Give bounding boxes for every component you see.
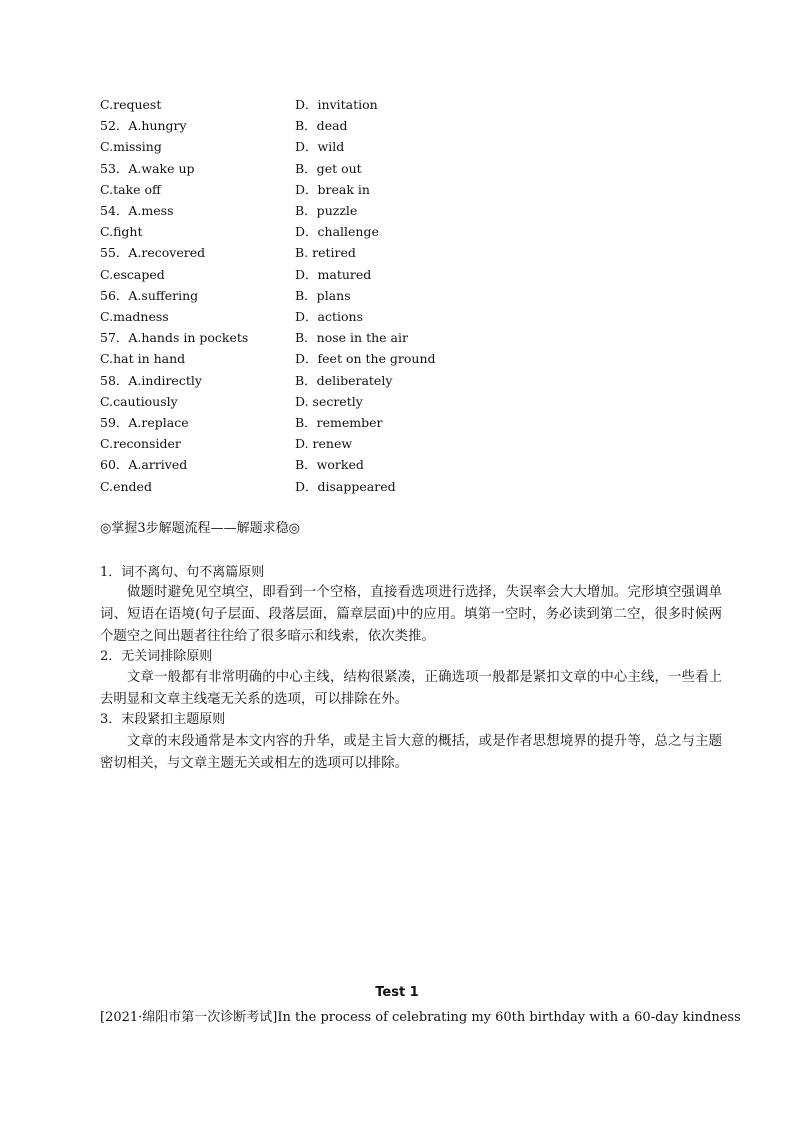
option-right: D．actions (295, 309, 363, 324)
option-row (100, 201, 700, 221)
option-row (100, 222, 700, 242)
option-right: D. renew (295, 436, 353, 452)
option-right: B．dead (295, 118, 348, 134)
option-right: B．worked (295, 457, 364, 473)
option-right: D. secretly (295, 393, 363, 409)
option-left: C.cautiously (100, 393, 178, 409)
option-right: D．break in (295, 181, 370, 197)
option-right: B. retired (295, 245, 356, 261)
option-right: D．matured (295, 266, 372, 282)
option-right: D．disappeared (295, 478, 396, 494)
option-row (100, 349, 700, 369)
rule-body-1: 做题时避免见空填空，即看到一个空格，直接看选项进行选择，失误率会大大增加。完形填空强调单词、短语在语境(句子层面、段落层面，篇章层面)中的应用。填第一空时，务必读到第二空，很多时候两个题空之间出题者往往给了很多暗示和线索，依次类推。 (100, 585, 722, 644)
option-left: C.escaped (100, 266, 165, 282)
option-left: 55．A.recovered (100, 245, 206, 261)
option-row (100, 413, 700, 433)
option-row (100, 392, 700, 412)
rule-title-1: 1．词不离句、句不离篇原则 (100, 565, 265, 580)
option-row (100, 286, 700, 306)
option-left: C.fight (100, 224, 143, 240)
option-left: C.madness (100, 309, 169, 324)
option-right: D．wild (295, 139, 345, 155)
option-right: B．nose in the air (295, 330, 408, 346)
option-row (100, 137, 700, 157)
option-row (100, 180, 700, 200)
option-row (100, 477, 700, 497)
option-right: D．challenge (295, 224, 379, 240)
option-left: C.reconsider (100, 436, 181, 452)
option-row (100, 371, 700, 391)
option-row (100, 455, 700, 475)
option-right: D．invitation (295, 97, 378, 112)
option-left: 53．A.wake up (100, 160, 195, 176)
option-right: B．remember (295, 415, 383, 430)
option-row (100, 434, 700, 454)
option-right: D．feet on the ground (295, 351, 436, 367)
test-text: In the process of celebrating my 60th birthday with a 60-day kindness (277, 1010, 741, 1025)
test-source: [2021·绵阳市第一次诊断考试] (100, 1010, 278, 1025)
option-left: 56．A.suffering (100, 287, 199, 303)
option-row (100, 307, 700, 327)
option-left: C.missing (100, 139, 162, 155)
option-row (100, 116, 700, 136)
test-first-line (100, 1007, 741, 1029)
option-left: 60．A.arrived (100, 457, 188, 473)
option-right: B．puzzle (295, 203, 358, 218)
test-title: Test 1 (375, 985, 419, 1000)
option-left: 59．A.replace (100, 415, 189, 430)
option-left: C.hat in hand (100, 351, 186, 367)
option-left: C.take off (100, 181, 161, 197)
option-left: C.request (100, 97, 162, 112)
rule-title-3: 3．末段紧扣主题原则 (100, 712, 226, 727)
option-row (100, 243, 700, 263)
rule-title-2: 2．无关词排除原则 (100, 649, 213, 664)
section-heading: ◎掌握3步解题流程——解题求稳◎ (100, 521, 300, 536)
option-row (100, 95, 700, 115)
option-left: 52．A.hungry (100, 118, 187, 134)
option-left: C.ended (100, 478, 152, 494)
option-row (100, 159, 700, 179)
option-left: 54．A.mess (100, 203, 174, 218)
rule-body-2: 文章一般都有非常明确的中心主线，结构很紧凑，正确选项一般都是紧扣文章的中心主线，一些看上去明显和文章主线毫无关系的选项，可以排除在外。 (100, 670, 722, 707)
option-left: 57．A.hands in pockets (100, 330, 249, 346)
option-right: B．deliberately (295, 372, 393, 388)
option-row (100, 328, 700, 348)
option-row (100, 265, 700, 285)
option-right: B．plans (295, 287, 351, 303)
option-left: 58．A.indirectly (100, 372, 202, 388)
option-right: B．get out (295, 160, 362, 176)
rule-body-3: 文章的末段通常是本文内容的升华，或是主旨大意的概括，或是作者思想境界的提升等，总之与主题密切相关，与文章主题无关或相左的选项可以排除。 (100, 734, 722, 771)
